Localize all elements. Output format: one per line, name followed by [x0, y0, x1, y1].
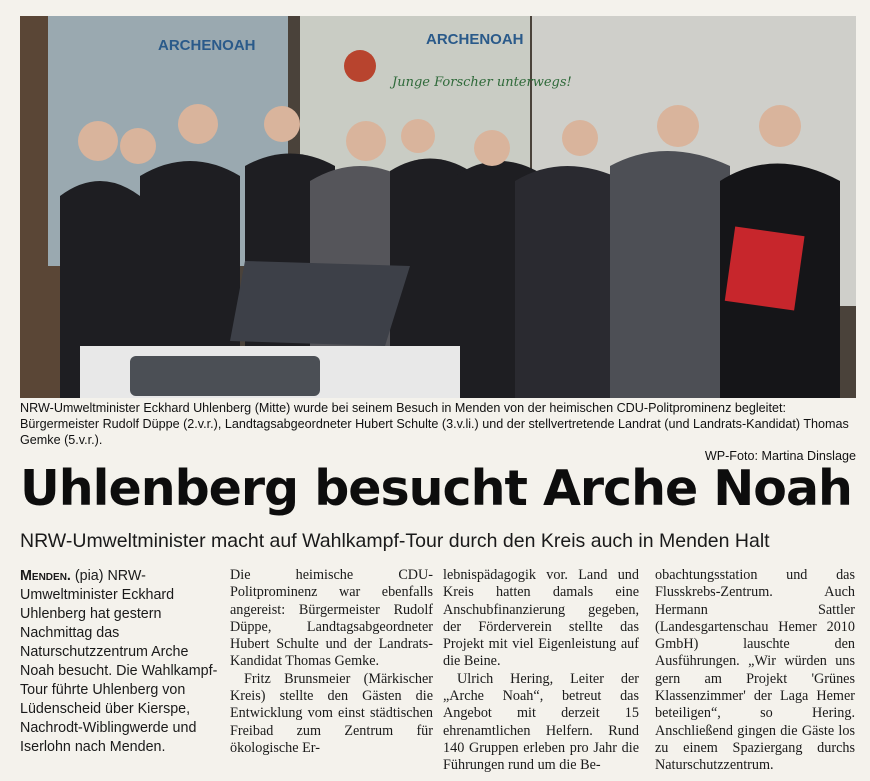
banner-logo-right: ARCHENOAH: [426, 31, 524, 48]
photo-credit: WP-Foto: Martina Dinslage: [704, 449, 856, 463]
article-column-4: [655, 567, 855, 777]
photo-caption: [20, 400, 856, 464]
article-column-2: [230, 567, 433, 777]
subheadline: NRW-Umweltminister macht auf Wahlkampf-Tour durch den Kreis auch in Menden Halt: [20, 530, 770, 552]
lead-paragraph: NRW-Umweltminister Eckhard Uhlenberg hat gestern Nachmittag das Naturschutzzentrum Arche Noah besucht. Die Wahlkampf-Tour führte Uhlenberg von Lüdenscheid über Kierspe, Nachrodt-Wiblingwerde und Iserlohn nach Menden.: [20, 568, 218, 755]
caption-text: NRW-Umweltminister Eckhard Uhlenberg (Mitte) wurde bei seinem Besuch in Menden von der heimischen CDU-Politprominenz begleitet: Bürgermeister Rudolf Düppe (2.v.r.), Landtagsabgeordneter Hubert Schulte (3.v.li.) und der stellvertretende Landrat (und Landrats-Kandidat) Thomas Gemke (5.v.r.).: [20, 401, 849, 447]
paragraph: obachtungsstation und das Flusskrebs-Zentrum. Auch Hermann Sattler (Landesgartenschau Hemer 2010 GmbH) lauschte den Ausführungen. „Wir würden uns gern am Projekt 'Grünes Klassenzimmer' der Laga Hemer beteiligen“, so Hering. Anschließend gingen die Gäste los zu einem Spaziergang durchs Naturschutzzentrum.: [655, 567, 855, 774]
photo-illustration: [20, 16, 856, 398]
paragraph: Fritz Brunsmeier (Märkischer Kreis) stellte den Gästen die Entwicklung vom einst städtischen Freibad zum Zentrum für ökologische Er-: [230, 670, 433, 756]
article-column-3: [443, 567, 639, 777]
paragraph: Ulrich Hering, Leiter der „Arche Noah“, betreut das Angebot mit derzeit 15 ehrenamtlichen Helfern. Rund 140 Gruppen erleben pro Jahr die Führungen rund um die Be-: [443, 670, 639, 774]
author-tag: (pia): [70, 568, 104, 584]
dateline: Menden.: [20, 568, 71, 584]
article-column-1: [20, 567, 218, 777]
group-photo: [20, 16, 856, 398]
crayfish-icon: [344, 50, 376, 82]
paragraph: Die heimische CDU-Politprominenz war ebenfalls angereist: Bürgermeister Rudolf Düppe, Landtagsabgeordneter Hubert Schulte und der Landrats-Kandidat Thomas Gemke.: [230, 567, 433, 670]
banner-slogan: Junge Forscher unterwegs!: [392, 75, 572, 90]
paragraph: lebnispädagogik vor. Land und Kreis hatten damals eine Anschubfinanzierung gegeben, der Förderverein stellte das Projekt mit viel Eigenleistung auf die Beine.: [443, 567, 639, 670]
banner-logo-left: ARCHENOAH: [158, 37, 256, 54]
headline: Uhlenberg besucht Arche Noah: [20, 460, 852, 517]
